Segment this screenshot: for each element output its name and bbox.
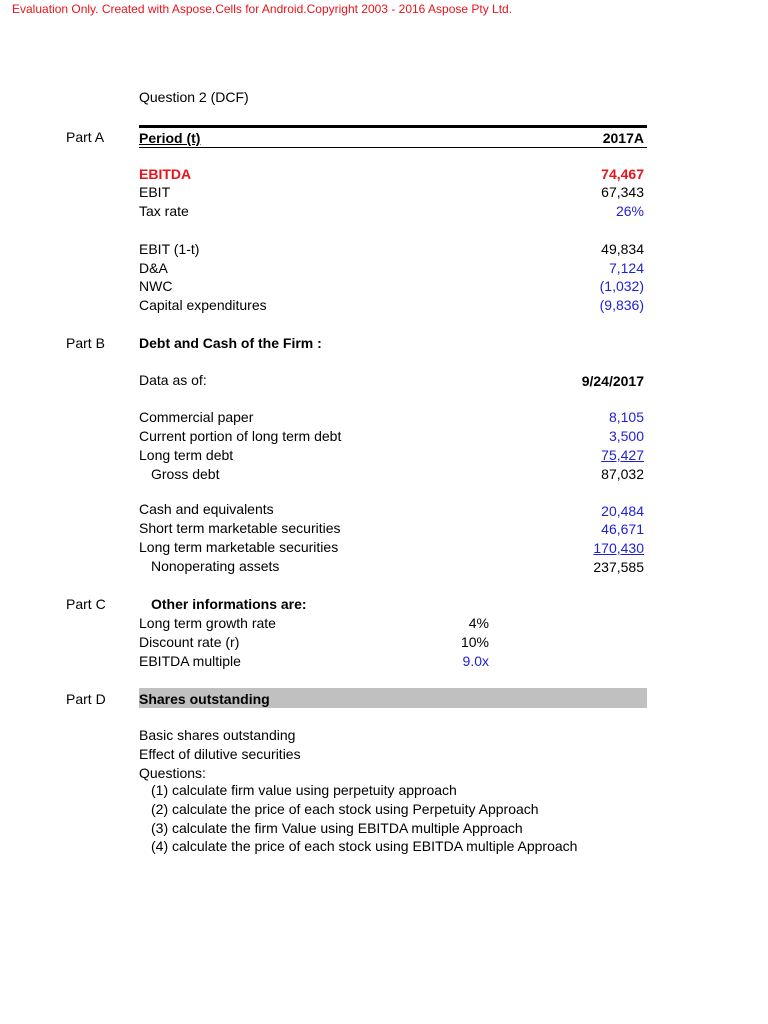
long-term-debt-value: 75,427 <box>601 447 644 463</box>
question-item: (1) calculate firm value using perpetuity approach <box>151 782 457 798</box>
ebitda-multiple-value: 9.0x <box>462 653 489 669</box>
growth-rate-value: 4% <box>468 615 489 631</box>
nonoperating-assets-label: Nonoperating assets <box>151 558 280 574</box>
dilutive-securities-label: Effect of dilutive securities <box>139 746 301 762</box>
questions-label: Questions: <box>139 765 206 781</box>
part-c-label: Part C <box>66 596 106 612</box>
growth-rate-label: Long term growth rate <box>139 615 276 631</box>
current-ltd-value: 3,500 <box>608 428 644 444</box>
lt-securities-value: 170,430 <box>593 540 644 556</box>
capex-label: Capital expenditures <box>139 297 267 313</box>
st-securities-label: Short term marketable securities <box>139 520 341 536</box>
commercial-paper-label: Commercial paper <box>139 409 254 425</box>
part-b-label: Part B <box>66 335 105 351</box>
ebitda-label: EBITDA <box>139 166 192 182</box>
nonoperating-assets-value: 237,585 <box>593 559 644 575</box>
page-title: Question 2 (DCF) <box>139 89 249 105</box>
watermark-text: Evaluation Only. Created with Aspose.Cells for Android.Copyright 2003 - 2016 Aspose Pty Ltd. <box>12 2 513 16</box>
question-item: (4) calculate the price of each stock using EBITDA multiple Approach <box>151 838 578 854</box>
debt-cash-heading: Debt and Cash of the Firm : <box>139 335 322 351</box>
ebit-value: 67,343 <box>601 184 644 200</box>
question-item: (3) calculate the firm Value using EBITDA multiple Approach <box>151 820 523 836</box>
data-as-of-label: Data as of: <box>139 372 207 388</box>
shares-outstanding-heading: Shares outstanding <box>139 691 270 707</box>
gross-debt-label: Gross debt <box>151 466 220 482</box>
ebitda-value: 74,467 <box>601 166 644 182</box>
gross-debt-value: 87,032 <box>601 466 644 482</box>
da-label: D&A <box>139 260 168 276</box>
year-header: 2017A <box>602 130 644 146</box>
current-ltd-label: Current portion of long term debt <box>139 428 342 444</box>
cash-equivalents-label: Cash and equivalents <box>139 501 274 517</box>
part-a-top-rule <box>139 125 647 128</box>
long-term-debt-label: Long term debt <box>139 447 234 463</box>
tax-rate-label: Tax rate <box>139 203 189 219</box>
da-value: 7,124 <box>608 260 644 276</box>
other-info-heading: Other informations are: <box>151 596 307 612</box>
ebitda-multiple-label: EBITDA multiple <box>139 653 241 669</box>
cash-equivalents-value: 20,484 <box>601 503 644 519</box>
basic-shares-label: Basic shares outstanding <box>139 727 296 743</box>
ebit-after-tax-value: 49,834 <box>601 241 644 257</box>
ebit-after-tax-label: EBIT (1-t) <box>139 241 200 257</box>
commercial-paper-value: 8,105 <box>608 409 644 425</box>
tax-rate-value: 26% <box>615 203 644 219</box>
part-a-label: Part A <box>66 129 105 145</box>
nwc-label: NWC <box>139 278 173 294</box>
nwc-value: (1,032) <box>599 278 644 294</box>
discount-rate-label: Discount rate (r) <box>139 634 240 650</box>
ebit-label: EBIT <box>139 184 171 200</box>
data-as-of-date: 9/24/2017 <box>581 373 644 389</box>
st-securities-value: 46,671 <box>601 521 644 537</box>
part-a-header-rule <box>139 147 647 148</box>
discount-rate-value: 10% <box>460 634 489 650</box>
capex-value: (9,836) <box>599 297 644 313</box>
period-header: Period (t) <box>139 130 201 146</box>
lt-securities-label: Long term marketable securities <box>139 539 339 555</box>
part-d-label: Part D <box>66 691 106 707</box>
question-item: (2) calculate the price of each stock using Perpetuity Approach <box>151 801 539 817</box>
